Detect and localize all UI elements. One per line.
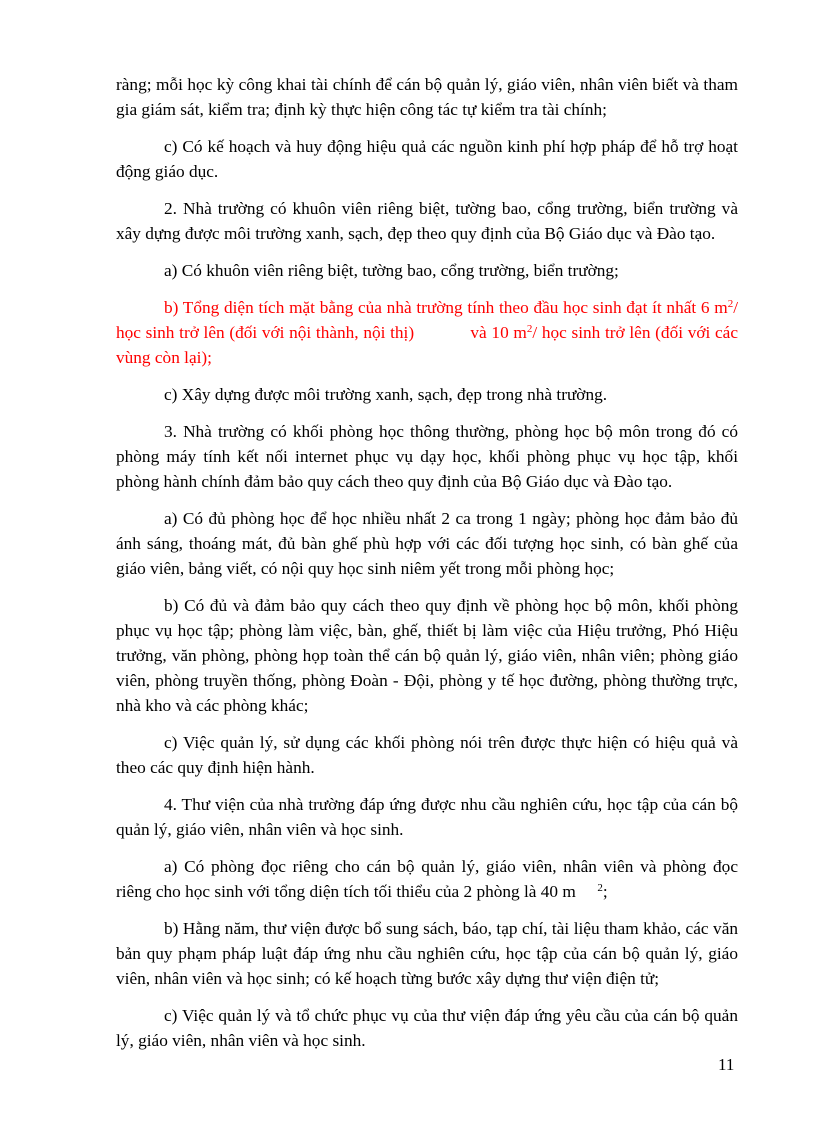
text-segment: ; (602, 882, 608, 901)
paragraph-item-b-rooms: b) Có đủ và đảm bảo quy cách theo quy định về phòng học bộ môn, khối phòng phục vụ học tập; phòng làm việc, bàn, ghế, thiết bị làm việc của Hiệu trưởng, Phó Hiệu trưởng, văn phòng, phòng họp toàn thể cán bộ quản lý, giáo viên, nhân viên; phòng giáo viên, phòng truyền thống, phòng Đoàn - Đội, phòng y tế học đường, phòng thường trực, nhà kho và các phòng khác; (116, 596, 738, 715)
superscript: 2 (727, 298, 734, 310)
paragraph-item-a-reading-rooms (116, 854, 743, 904)
document-body (116, 72, 743, 1065)
paragraph-item-b-library-supplies: b) Hằng năm, thư viện được bổ sung sách, báo, tạp chí, tài liệu tham khảo, các văn bản quy phạm pháp luật đáp ứng nhu cầu nghiên cứu, học tập của cán bộ quản lý, giáo viên, nhân viên và học sinh; có kế hoạch từng bước xây dựng thư viện điện tử; (116, 919, 738, 988)
paragraph-item-c-library-service: c) Việc quản lý và tổ chức phục vụ của thư viện đáp ứng yêu cầu của cán bộ quản lý, giáo viên, nhân viên và học sinh. (116, 1006, 738, 1050)
paragraph-item-c-room-management: c) Việc quản lý, sử dụng các khối phòng nói trên được thực hiện có hiệu quả và theo các quy định hiện hành. (116, 733, 738, 777)
text-segment: b) Tổng diện tích mặt bằng của nhà trường tính theo đầu học sinh đạt ít nhất 6 m (164, 298, 728, 317)
text-segment: / học sinh trở lên (đối với các vùng còn lại); (116, 323, 738, 367)
paragraph-item-b-area-highlighted (116, 295, 743, 370)
text-segment: / học sinh trở lên (đối với nội thành, nội thị) và 10 m (116, 298, 743, 342)
paragraph-item-c-funding: c) Có kế hoạch và huy động hiệu quả các nguồn kinh phí hợp pháp để hỗ trợ hoạt động giáo dục. (116, 137, 738, 181)
paragraph-criterion-3: 3. Nhà trường có khối phòng học thông thường, phòng học bộ môn trong đó có phòng máy tính kết nối internet phục vụ dạy học, khối phòng phục vụ học tập, khối phòng hành chính đảm bảo quy cách theo quy định của Bộ Giáo dục và Đào tạo. (116, 422, 738, 491)
paragraph-item-a-campus: a) Có khuôn viên riêng biệt, tường bao, cổng trường, biển trường; (164, 261, 619, 280)
paragraph-criterion-2: 2. Nhà trường có khuôn viên riêng biệt, tường bao, cổng trường, biển trường và xây dựng được môi trường xanh, sạch, đẹp theo quy định của Bộ Giáo dục và Đào tạo. (116, 199, 738, 243)
paragraph-criterion-4: 4. Thư viện của nhà trường đáp ứng được nhu cầu nghiên cứu, học tập của cán bộ quản lý, giáo viên, nhân viên và học sinh. (116, 795, 738, 839)
text-segment: a) Có phòng đọc riêng cho cán bộ quản lý, giáo viên, nhân viên và phòng đọc riêng cho học sinh với tổng diện tích tối thiểu của 2 phòng là 40 m (116, 857, 743, 901)
superscript: 2 (597, 882, 603, 894)
page-number: 11 (718, 1055, 735, 1074)
paragraph-item-a-classrooms: a) Có đủ phòng học để học nhiều nhất 2 ca trong 1 ngày; phòng học đảm bảo đủ ánh sáng, thoáng mát, đủ bàn ghế phù hợp với các đối tượng học sinh, có bàn ghế của giáo viên, bảng viết, có nội quy học sinh niêm yết trong mỗi phòng học; (116, 509, 738, 578)
superscript: 2 (526, 323, 533, 335)
paragraph-financial-disclosure: ràng; mỗi học kỳ công khai tài chính để cán bộ quản lý, giáo viên, nhân viên biết và tham gia giám sát, kiểm tra; định kỳ thực hiện công tác tự kiểm tra tài chính; (116, 75, 738, 119)
paragraph-item-c-environment: c) Xây dựng được môi trường xanh, sạch, đẹp trong nhà trường. (164, 385, 608, 404)
